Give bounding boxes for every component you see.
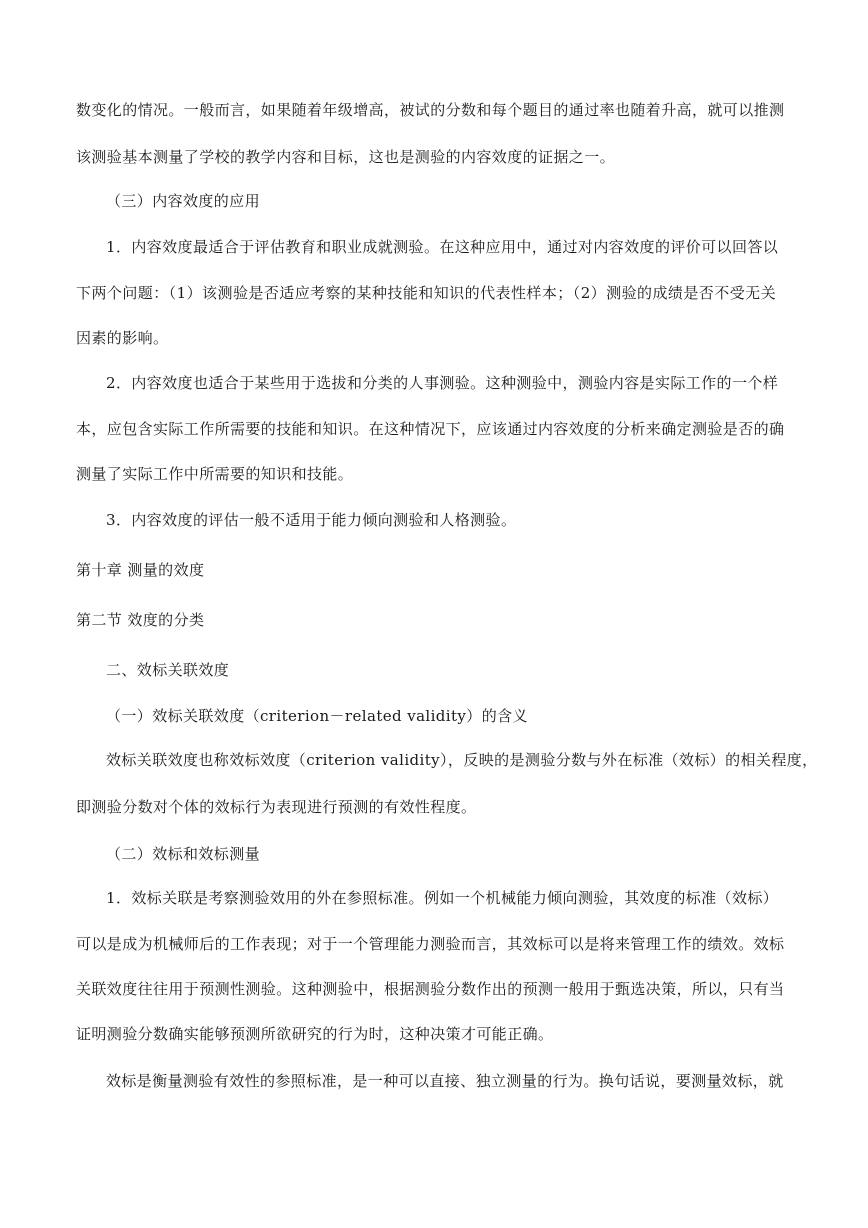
paragraph-line: 数变化的情况。一般而言，如果随着年级增高，被试的分数和每个题目的通过率也随着升高，就可以推测	[76, 101, 785, 119]
section-heading: 第二节 效度的分类	[76, 611, 205, 629]
paragraph-line: 该测验基本测量了学校的教学内容和目标，这也是测验的内容效度的证据之一。	[76, 148, 616, 166]
paragraph-line: 因素的影响。	[76, 329, 169, 347]
subsection-heading: （一）效标关联效度（criterion－related validity）的含义	[106, 707, 528, 725]
paragraph-line: 1．内容效度最适合于评估教育和职业成就测验。在这种应用中，通过对内容效度的评价可以回答以	[106, 238, 779, 256]
paragraph-line: 1．效标关联是考察测验效用的外在参照标准。例如一个机械能力倾向测验，其效度的标准（效标）	[106, 889, 779, 907]
paragraph-line: 测量了实际工作中所需要的知识和技能。	[76, 465, 354, 483]
subsection-heading: （三）内容效度的应用	[106, 192, 261, 210]
paragraph-line: 证明测验分数确实能够预测所欲研究的行为时，这种决策才可能正确。	[76, 1025, 554, 1043]
paragraph-line: 效标关联效度也称效标效度（criterion validity），反映的是测验分数与外在标准（效标）的相关程度，	[106, 751, 818, 769]
paragraph-line: 3．内容效度的评估一般不适用于能力倾向测验和人格测验。	[106, 511, 517, 529]
paragraph-line: 关联效度往往用于预测性测验。这种测验中，根据测验分数作出的预测一般用于甄选决策，所以，只有当	[76, 980, 785, 998]
paragraph-line: 下两个问题：（1）该测验是否适应考察的某种技能和知识的代表性样本；（2）测验的成绩是否不受无关	[76, 284, 776, 302]
paragraph-line: 效标是衡量测验有效性的参照标准，是一种可以直接、独立测量的行为。换句话说，要测量效标，就	[106, 1072, 784, 1090]
paragraph-line: 即测验分数对个体的效标行为表现进行预测的有效性程度。	[76, 798, 477, 816]
paragraph-line: 本，应包含实际工作所需要的技能和知识。在这种情况下，应该通过内容效度的分析来确定测验是否的确	[76, 420, 785, 438]
paragraph-line: 2．内容效度也适合于某些用于选拔和分类的人事测验。这种测验中，测验内容是实际工作的一个样	[106, 374, 779, 392]
paragraph-line: 可以是成为机械师后的工作表现；对于一个管理能力测验而言，其效标可以是将来管理工作的绩效。效标	[76, 935, 785, 953]
subsection-heading: 二、效标关联效度	[106, 661, 230, 679]
subsection-heading: （二）效标和效标测量	[106, 845, 261, 863]
chapter-heading: 第十章 测量的效度	[76, 561, 205, 579]
